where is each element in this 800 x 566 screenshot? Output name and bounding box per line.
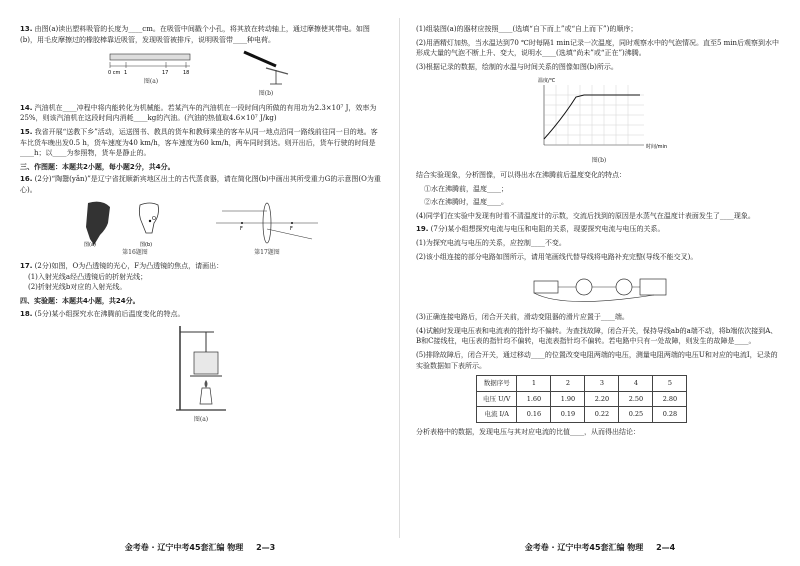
svg-text:0 cm: 0 cm [108,70,121,77]
svg-text:图(b): 图(b) [140,241,153,247]
right-page [400,0,800,566]
table-row: 电压 U/V 1.60 1.90 2.20 2.50 2.80 [477,391,687,407]
svg-text:时间/min: 时间/min [646,144,668,151]
question-16: 16. (2分)“陶鬶(yǎn)”是辽宁省抚顺新宾地区出土的古代蒸食器，请在简化图(b)中画出其所受重力G的示意图(O为重心)。 [20,175,381,194]
q19-sub-3: (3)正确连接电路后，闭合开关前，滑动变阻器的滑片应置于____端。 [416,313,629,322]
circuit-diagram-icon [524,265,674,309]
table-header-row: 数据序号 1 2 3 4 5 [477,376,687,392]
svg-text:图(a): 图(a) [84,241,96,247]
q18-sub-4: (4)同学们在实验中发现有时看不清温度计的示数，交流后找到的原因是水蒸气在温度计表面发生了____现象。 [416,211,755,220]
q18-sub-1: (1)组装图(a)的器材应按照____(选填“自下而上”或“自上而下”)的顺序； [416,25,638,33]
q18-conclusion-2: ②水在沸腾时，温度____。 [424,198,508,207]
question-18: 18. (5分)某小组探究水在沸腾前后温度变化的特点。 [20,309,185,318]
question-15: 15. 我省开展“送教下乡”活动，运送图书、教具的货车和教师乘坐的客车从同一地点沿同一路线前往同一目的地。客车比货车晚出发0.5 h，货车速度为40 km/h，客车速度为60 km/h，两车同时到达。则开出后，货车行驶的时间是____h；以____为参照物，货车是静止的。 [20,127,378,158]
question-19: 19. (7分)某小组想探究电流与电压和电阻的关系，现要探究电流与电压的关系。 [416,225,665,234]
q18-figure-a: 图(a) [20,322,382,426]
left-footer: 金考卷 · 辽宁中考45套汇编 物理 2—3 [124,543,276,553]
data-table [476,375,687,423]
rod-and-straw-icon [236,48,296,88]
pottery-vessel-icon [80,199,190,247]
q17-figure: F F 第17题图 [212,199,322,259]
q18-conclusion: 结合实验现象，分析图像，可以得出水在沸腾前后温度变化的特点： [416,170,626,179]
question-13: 13. 由图(a)读出塑料吸管的长度为____cm。在吸管中间戳个小孔，将其放在转动轴上，通过摩擦使其带电。如图(b)，用毛皮摩擦过的橡胶棒靠近吸管，发现吸管被排斥，说明吸管带____种电荷。 [20,25,370,44]
q19-sub-4: (4)试触时发现电压表和电流表的指针均不偏转。为查找故障，闭合开关，保持导线ab的a端不动，将b端依次接到A、B和C接线柱，电压表的指针均不偏转，电流表指针均不偏转。若电路中只有一处故障，则发生的故障是____。 [416,326,778,346]
boiling-apparatus-icon [156,322,246,414]
q16-q17-figures [20,199,382,259]
svg-text:1: 1 [124,70,128,77]
q13-figures [20,48,382,100]
q18-conclusion-1: ①水在沸腾前，温度____； [424,184,508,193]
q13-figure-b: 图(b) [236,48,296,100]
question-14: 14. 汽油机在____冲程中将内能转化为机械能。若某汽车的汽油机在一段时间内所做的有用功为2.3×10⁷ J，效率为25%，则该汽油机在这段时间内消耗____kg的汽油。(汽油的热值取4.6×10⁷ J/kg) [20,103,377,123]
q19-tail: 分析表格中的数据，发现电压与其对应电流的比值____，从而得出结论： [416,427,640,436]
svg-text:F: F [290,225,293,232]
q18-sub-3: (3)根据记录的数据，绘制的水温与时间关系的图像如图(b)所示。 [416,62,618,71]
section-drawing: 三、作图题：本题共2小题，每小题2分，共4分。 [20,162,175,171]
q13-figure-a: 0 cm 1 17 18 图(a) [106,48,196,100]
temperature-graph [524,75,674,155]
q18-sub-2: (2)用酒精灯加热，当水温达到70 ℃时每隔1 min记录一次温度，同时观察水中的气泡情况。直至5 min后观察到水中形成大量的气泡不断上升、变大，说明水____(选填“尚未”或“正在”)沸腾。 [416,38,780,58]
table-row: 电流 I/A 0.16 0.19 0.22 0.25 0.28 [477,407,687,423]
q18-graph: 温度/℃ 时间/min 图(b) [416,75,782,167]
svg-text:17: 17 [162,70,169,77]
question-17: 17. (2分)如图，O为凸透镜的光心，F为凸透镜的焦点，请画出： (1)入射光线a经凸透镜后的折射光线； (2)折射光线b对应的入射光线。 [20,262,224,292]
svg-text:温度/℃: 温度/℃ [538,78,556,85]
section-experiment: 四、实验题：本题共4小题，共24分。 [20,296,140,305]
q19-sub-2: (2)该小组连接的部分电路如图所示，请用笔画线代替导线将电路补充完整(导线不能交叉)。 [416,252,698,261]
svg-text:18: 18 [183,70,190,77]
right-footer: 金考卷 · 辽宁中考45套汇编 物理 2—4 [524,543,676,553]
ruler-straw-icon [106,48,196,76]
q19-sub-5: (5)排除故障后，闭合开关，通过移动____的位置改变电阻两端的电压，测量电阻两端的电压U和对应的电流I，记录的实验数据如下表所示。 [416,350,778,370]
svg-text:F: F [240,225,243,232]
q19-circuit [416,265,782,309]
convex-lens-icon [212,199,322,247]
q16-figure: O 图(a) 图(b) 第16题图 [80,199,190,259]
svg-text:O: O [152,215,156,222]
q19-sub-1: (1)为探究电流与电压的关系，应控制____不变。 [416,238,566,247]
